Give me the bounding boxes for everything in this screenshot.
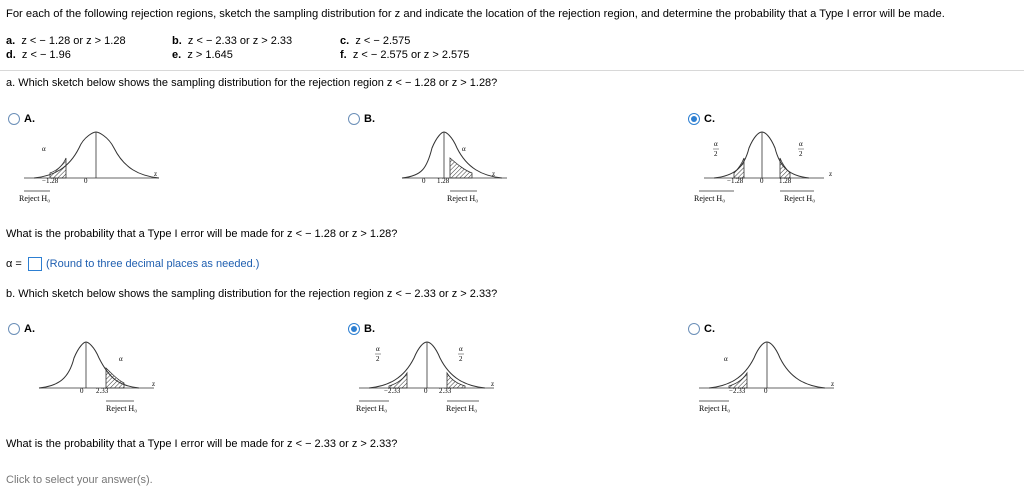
tick-label: 1.28 (779, 177, 792, 185)
tick-label: 0 (422, 177, 426, 185)
axis-label: z (831, 380, 835, 388)
tick-label: 0 (424, 387, 428, 395)
alpha-label: α (42, 145, 46, 153)
option-label: B. (364, 113, 375, 125)
tick-label: 0 (84, 177, 88, 185)
region-d: d. z < − 1.96 (6, 49, 71, 61)
alpha-label: α (119, 355, 123, 363)
tick-label: 2.33 (439, 387, 452, 395)
reject-label: Reject H₀ (106, 404, 137, 413)
distribution-sketch (24, 338, 174, 418)
axis-label: z (152, 380, 156, 388)
part-a-type1-question: What is the probability that a Type I error will be made for z < − 1.28 or z > 1.28? (6, 228, 398, 240)
distribution-sketch (354, 338, 514, 418)
alpha-den-label: 2 (714, 150, 718, 158)
axis-label: z (154, 170, 158, 178)
reject-label: Reject H₀ (447, 194, 478, 203)
region-f: f. z < − 2.575 or z > 2.575 (340, 49, 470, 61)
alpha-den-label: 2 (376, 355, 380, 363)
alpha-label: α (462, 145, 466, 153)
distribution-sketch (694, 128, 844, 208)
divider (0, 70, 1024, 71)
click-to-select-text: Click to select your answer(s). (6, 474, 153, 486)
reject-label: Reject H₀ (784, 194, 815, 203)
tick-label: −2.33 (729, 387, 746, 395)
alpha-den-label: 2 (459, 355, 463, 363)
region-b: b. z < − 2.33 or z > 2.33 (172, 35, 293, 47)
axis-label: z (491, 380, 495, 388)
radio-button[interactable] (8, 323, 20, 335)
distribution-sketch (14, 128, 164, 208)
region-a: a. z < − 1.28 or z > 1.28 (6, 35, 126, 47)
reject-label: Reject H₀ (19, 194, 50, 203)
option-label: A. (24, 323, 35, 335)
radio-button[interactable] (348, 113, 360, 125)
reject-label: Reject H₀ (699, 404, 730, 413)
alpha-num-label: α (799, 140, 803, 148)
alpha-den-label: 2 (799, 150, 803, 158)
axis-label: z (492, 170, 496, 178)
radio-button[interactable] (688, 113, 700, 125)
tick-label: 2.33 (96, 387, 109, 395)
alpha-answer-row (6, 258, 22, 270)
alpha-answer-input[interactable] (28, 257, 42, 271)
distribution-sketch (382, 128, 542, 208)
reject-label: Reject H₀ (356, 404, 387, 413)
radio-button[interactable] (688, 323, 700, 335)
tick-label: −1.28 (727, 177, 744, 185)
reject-label: Reject H₀ (694, 194, 725, 203)
region-e: e. z > 1.645 (172, 49, 233, 61)
tick-label: −2.33 (384, 387, 401, 395)
tick-label: 1.28 (437, 177, 450, 185)
tick-label: 0 (764, 387, 768, 395)
tick-label: 0 (80, 387, 84, 395)
part-b-type1-question: What is the probability that a Type I error will be made for z < − 2.33 or z > 2.33? (6, 438, 398, 450)
part-a-question: a. Which sketch below shows the sampling distribution for the rejection region z < − 1.28 or z > 1.28? (6, 77, 498, 89)
alpha-num-label: α (714, 140, 718, 148)
alpha-label: α = (6, 258, 22, 270)
rounding-hint: (Round to three decimal places as needed.) (46, 258, 260, 270)
instructions-text: For each of the following rejection regions, sketch the sampling distribution for z and indicate the location of the rejection region, and determine the probability that a Type I error will be made. (6, 8, 945, 20)
radio-button[interactable] (348, 323, 360, 335)
alpha-num-label: α (459, 345, 463, 353)
distribution-sketch (694, 338, 844, 418)
option-label: B. (364, 323, 375, 335)
radio-button[interactable] (8, 113, 20, 125)
alpha-num-label: α (376, 345, 380, 353)
option-label: C. (704, 113, 715, 125)
reject-label: Reject H₀ (446, 404, 477, 413)
axis-label: z (829, 170, 833, 178)
option-label: C. (704, 323, 715, 335)
option-label: A. (24, 113, 35, 125)
tick-label: −1.28 (42, 177, 59, 185)
alpha-label: α (724, 355, 728, 363)
region-c: c. z < − 2.575 (340, 35, 411, 47)
part-b-question: b. Which sketch below shows the sampling distribution for the rejection region z < − 2.33 or z > 2.33? (6, 288, 498, 300)
tick-label: 0 (760, 177, 764, 185)
